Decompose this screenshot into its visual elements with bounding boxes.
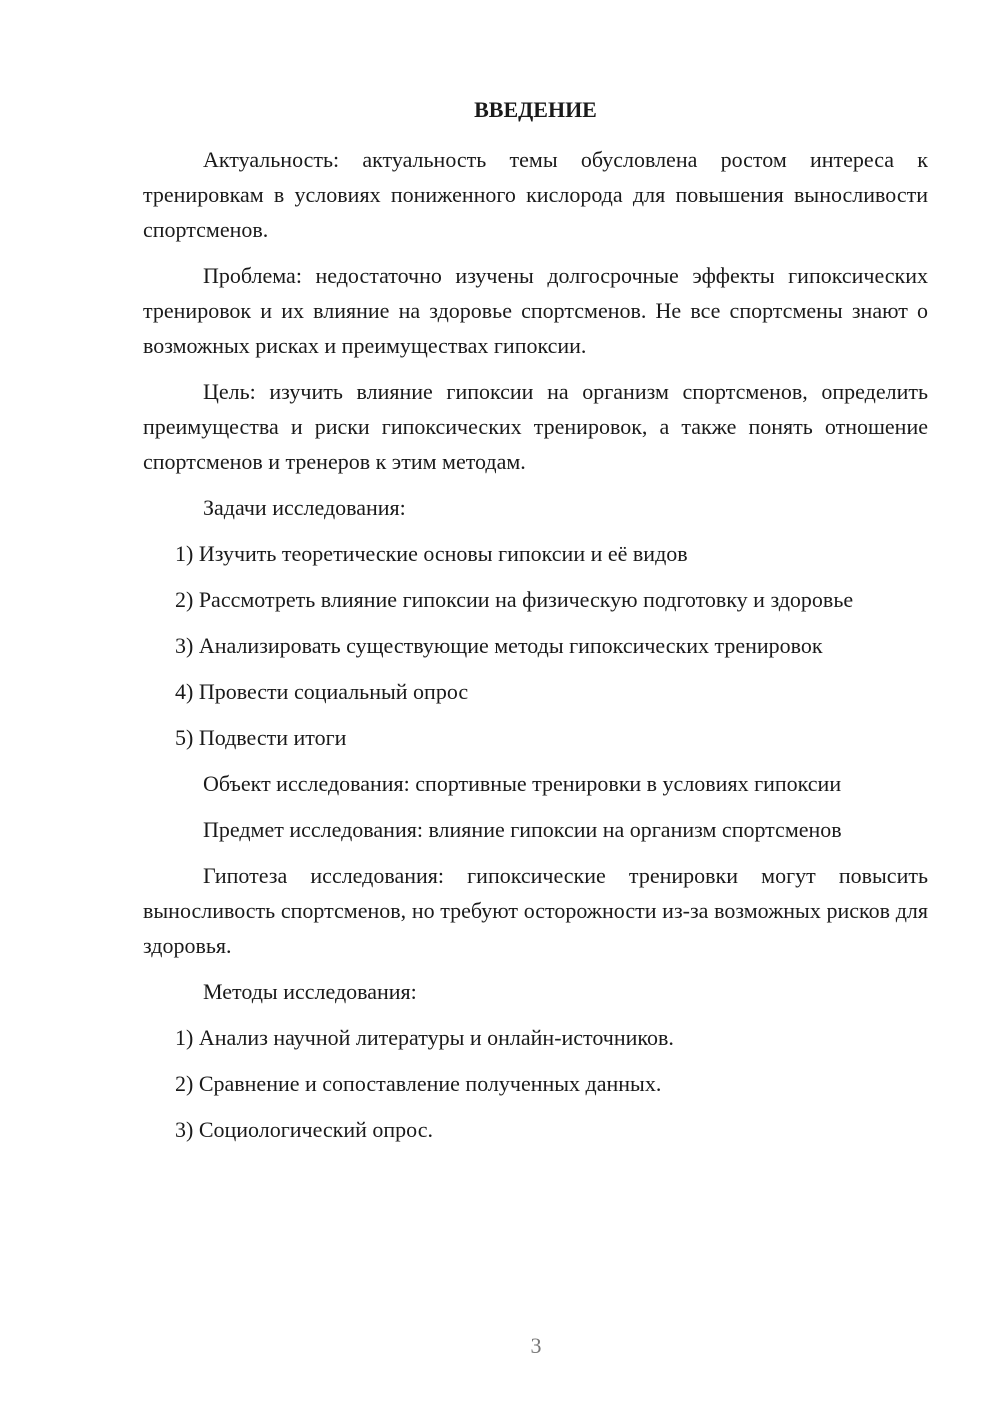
tasks-heading: Задачи исследования: — [203, 495, 406, 520]
methods-heading: Методы исследования: — [203, 979, 417, 1004]
method-item: 1) Анализ научной литературы и онлайн-источников. — [175, 1025, 674, 1050]
section-title: ВВЕДЕНИЕ — [474, 97, 597, 122]
subject-paragraph: Предмет исследования: влияние гипоксии на организм спортсменов — [203, 817, 842, 842]
page-number: 3 — [530, 1333, 542, 1358]
object-paragraph: Объект исследования: спортивные тренировки в условиях гипоксии — [203, 771, 842, 796]
task-item: 2) Рассмотреть влияние гипоксии на физическую подготовку и здоровье — [175, 587, 854, 612]
goal-paragraph: Цель: изучить влияние гипоксии на организм спортсменов, определить преимущества и риски гипоксических тренировок, а также понять отношение спортсменов и тренеров к этим методам. — [143, 379, 928, 474]
hypothesis-paragraph: Гипотеза исследования: гипоксические тренировки могут повысить выносливость спортсменов, но требуют осторожности из-за возможных рисков для здоровья. — [143, 863, 928, 958]
task-item: 3) Анализировать существующие методы гипоксических тренировок — [175, 633, 823, 658]
problem-paragraph: Проблема: недостаточно изучены долгосрочные эффекты гипоксических тренировок и их влияние на здоровье спортсменов. Не все спортсмены знают о возможных рисках и преимуществах гипоксии. — [143, 263, 928, 358]
method-item: 2) Сравнение и сопоставление полученных данных. — [175, 1071, 662, 1096]
method-item: 3) Социологический опрос. — [175, 1117, 433, 1142]
relevance-paragraph: Актуальность: актуальность темы обусловлена ростом интереса к тренировкам в условиях пониженного кислорода для повышения выносливости спортсменов. — [143, 147, 928, 242]
task-item: 1) Изучить теоретические основы гипоксии и её видов — [175, 541, 688, 566]
page-content — [143, 95, 928, 1158]
task-item: 5) Подвести итоги — [175, 725, 347, 750]
task-item: 4) Провести социальный опрос — [175, 679, 469, 704]
